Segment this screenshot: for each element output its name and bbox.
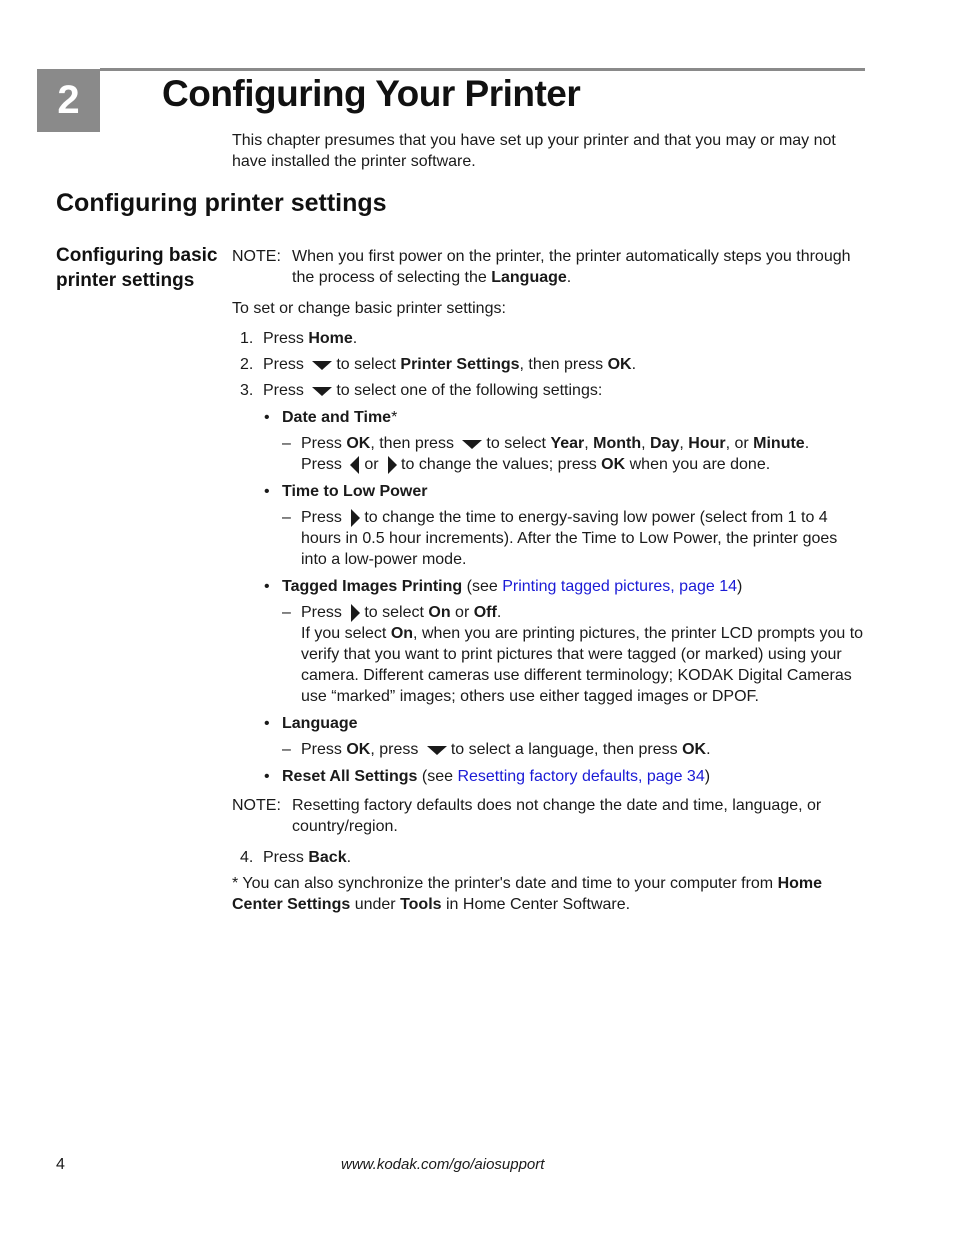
main-content (232, 246, 866, 924)
down-arrow-icon (427, 744, 447, 756)
note-text: Resetting factory defaults does not change the date and time, language, or country/region. (292, 797, 822, 835)
down-arrow-icon (312, 359, 332, 371)
step-2: 2. Press to select Printer Settings, then press OK. (240, 356, 637, 373)
right-arrow-icon (387, 456, 397, 474)
lead-text: To set or change basic printer settings: (232, 300, 506, 317)
bullet-tagged-images: • Tagged Images Printing (see Printing tagged pictures, page 14) (264, 578, 743, 595)
chapter-intro: This chapter presumes that you have set up your printer and that you may or may not have installed the printer software. (232, 132, 836, 170)
bullet-language: • Language (264, 715, 358, 732)
bullet-low-power: • Time to Low Power (264, 483, 428, 500)
bullet-reset-settings: • Reset All Settings (see Resetting factory defaults, page 34) (264, 768, 711, 785)
note-reset (232, 795, 866, 837)
footnote: * You can also synchronize the printer's date and time to your computer from Home Center Settings under Tools in Home Center Software. (232, 875, 823, 913)
footer-url: www.kodak.com/go/aiosupport (341, 1156, 545, 1173)
note-label: NOTE: (232, 797, 281, 814)
chapter-title: Configuring Your Printer (162, 73, 581, 114)
chapter-number: 2 (37, 69, 100, 132)
bullet-date-time: • Date and Time* (264, 409, 398, 426)
note-language (232, 246, 866, 288)
left-arrow-icon (350, 456, 360, 474)
down-arrow-icon (462, 438, 482, 450)
link-printing-tagged[interactable]: Printing tagged pictures, page 14 (502, 578, 738, 595)
note-label: NOTE: (232, 248, 281, 265)
step-1: 1. Press Home. (240, 330, 358, 347)
section-title: Configuring printer settings (56, 189, 387, 217)
note-text: When you first power on the printer, the printer automatically steps you through the process of selecting the Language. (292, 248, 851, 286)
sub-date-time: – Press OK, then press to select Year, Month, Day, Hour, or Minute. Press or to change the values; press OK when you are done. (282, 435, 810, 473)
step-4: 4. Press Back. (240, 849, 352, 866)
right-arrow-icon (350, 509, 360, 527)
page-number: 4 (56, 1156, 65, 1173)
sub-language: – Press OK, press to select a language, then press OK. (282, 741, 711, 758)
subsection-title: Configuring basic printer settings (56, 245, 218, 291)
step-3: 3. Press to select one of the following settings: (240, 382, 603, 399)
right-arrow-icon (350, 604, 360, 622)
down-arrow-icon (312, 385, 332, 397)
link-resetting-defaults[interactable]: Resetting factory defaults, page 34 (457, 768, 705, 785)
chapter-rule (100, 68, 865, 71)
sub-low-power: – Press to change the time to energy-saving low power (select from 1 to 4 hours in 0.5 hour increments). After the Time to Low Power, the printer goes into a low-power mode. (282, 509, 838, 568)
sub-tagged-images: – Press to select On or Off. If you select On, when you are printing pictures, the printer LCD prompts you to verify that you want to print pictures that were tagged (or marked) using your camera. Different cameras use different terminology; KODAK Digital Cameras use “marked” images; others use either tagged images or DPOF. (282, 604, 864, 705)
